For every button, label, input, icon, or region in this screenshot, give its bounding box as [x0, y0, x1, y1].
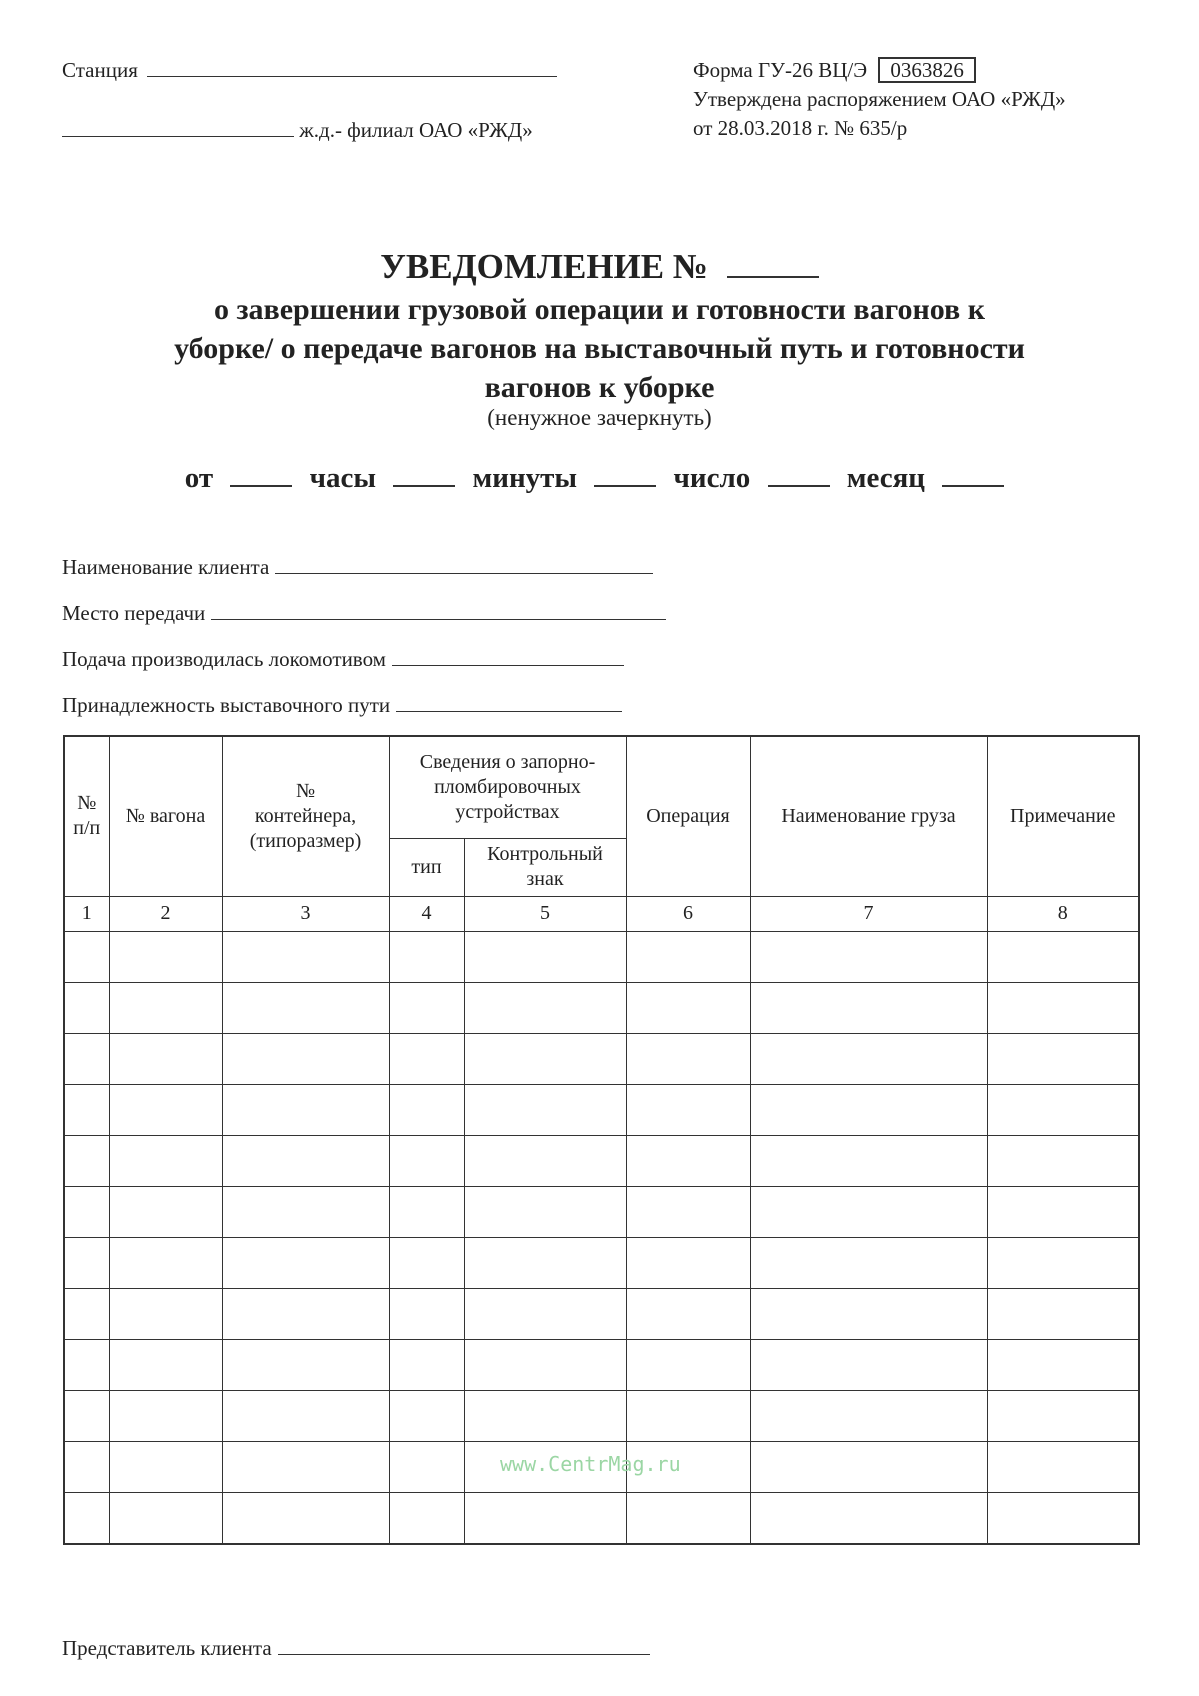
station-field	[62, 56, 557, 84]
table-cell[interactable]	[464, 1186, 626, 1237]
table-cell[interactable]	[987, 1339, 1139, 1390]
table-row	[64, 1237, 1139, 1288]
column-number: 4	[389, 896, 464, 931]
form-id	[693, 56, 976, 84]
table-cell[interactable]	[109, 1288, 222, 1339]
table-cell[interactable]	[64, 982, 109, 1033]
table-cell[interactable]	[987, 1288, 1139, 1339]
transfer-place-label: Место передачи	[62, 601, 206, 625]
month-blank[interactable]	[942, 463, 1004, 487]
table-cell[interactable]	[750, 1135, 987, 1186]
locomotive-label: Подача производилась локомотивом	[62, 647, 386, 671]
table-cell[interactable]	[64, 1186, 109, 1237]
table-cell[interactable]	[464, 1135, 626, 1186]
table-cell[interactable]	[222, 1084, 389, 1135]
table-cell[interactable]	[626, 1033, 750, 1084]
table-cell[interactable]	[626, 1339, 750, 1390]
table-cell[interactable]	[222, 1492, 389, 1544]
table-cell[interactable]	[987, 982, 1139, 1033]
table-cell[interactable]	[222, 1237, 389, 1288]
branch-field	[62, 116, 533, 144]
table-row	[64, 1492, 1139, 1544]
table-cell[interactable]	[64, 1288, 109, 1339]
table-cell[interactable]	[222, 931, 389, 982]
wagons-table	[63, 735, 1140, 1545]
header-text: №	[77, 792, 97, 815]
notice-number-blank[interactable]	[727, 246, 819, 278]
table-cell[interactable]	[64, 1390, 109, 1441]
table-cell[interactable]	[464, 1492, 626, 1544]
table-row	[64, 1339, 1139, 1390]
header-row-number	[64, 736, 109, 896]
table-cell[interactable]	[109, 982, 222, 1033]
table-cell[interactable]	[389, 931, 464, 982]
form-label: Форма ГУ-26 ВЦ/Э	[693, 58, 868, 82]
table-cell[interactable]	[222, 1186, 389, 1237]
table-cell[interactable]	[222, 1339, 389, 1390]
header-seal-type: тип	[389, 838, 464, 896]
table-cell[interactable]	[750, 1288, 987, 1339]
table-cell[interactable]	[750, 1186, 987, 1237]
table-cell[interactable]	[750, 1084, 987, 1135]
table-cell[interactable]	[750, 1339, 987, 1390]
table-cell[interactable]	[389, 1441, 464, 1492]
table-cell[interactable]	[626, 931, 750, 982]
column-number: 2	[109, 896, 222, 931]
table-row	[64, 931, 1139, 982]
title-main	[0, 246, 1199, 287]
table-cell[interactable]	[222, 1390, 389, 1441]
station-blank[interactable]	[147, 56, 557, 77]
client-name-blank[interactable]	[275, 553, 653, 574]
representative-blank[interactable]	[278, 1634, 650, 1655]
table-cell[interactable]	[750, 1237, 987, 1288]
strike-note: (ненужное зачеркнуть)	[487, 405, 712, 430]
table-row	[64, 982, 1139, 1033]
form-number-box: 0363826	[878, 57, 976, 83]
transfer-place-field	[62, 599, 666, 626]
track-owner-field	[62, 691, 622, 718]
table-cell[interactable]	[109, 1237, 222, 1288]
table-cell[interactable]	[987, 1441, 1139, 1492]
table-cell[interactable]	[389, 1492, 464, 1544]
column-number: 6	[626, 896, 750, 931]
table-cell[interactable]	[987, 931, 1139, 982]
minutes-label: минуты	[472, 462, 578, 494]
table-cell[interactable]	[64, 1339, 109, 1390]
column-number-row	[64, 896, 1139, 931]
table-cell[interactable]	[987, 1492, 1139, 1544]
date-time-line	[0, 462, 1199, 495]
table-cell[interactable]	[987, 1186, 1139, 1237]
transfer-place-blank[interactable]	[211, 599, 666, 620]
table-cell[interactable]	[464, 982, 626, 1033]
table-cell[interactable]	[389, 1084, 464, 1135]
table-row	[64, 1390, 1139, 1441]
from-blank[interactable]	[230, 463, 292, 487]
table-cell[interactable]	[64, 1033, 109, 1084]
header-text: знак	[526, 868, 564, 890]
table-cell[interactable]	[109, 1390, 222, 1441]
table-cell[interactable]	[222, 982, 389, 1033]
table-cell[interactable]	[64, 1441, 109, 1492]
table-cell[interactable]	[64, 1237, 109, 1288]
table-cell[interactable]	[109, 931, 222, 982]
header-text: устройствах	[455, 800, 560, 823]
table-cell[interactable]	[464, 1288, 626, 1339]
table-cell[interactable]	[626, 1186, 750, 1237]
header-text: №	[295, 779, 316, 802]
table-cell[interactable]	[987, 1033, 1139, 1084]
minutes-blank[interactable]	[594, 463, 656, 487]
header-text: п/п	[73, 817, 101, 840]
table-cell[interactable]	[389, 1135, 464, 1186]
table-cell[interactable]	[464, 1390, 626, 1441]
table-cell[interactable]	[987, 1390, 1139, 1441]
table-cell[interactable]	[389, 1339, 464, 1390]
table-cell[interactable]	[750, 982, 987, 1033]
day-blank[interactable]	[768, 463, 830, 487]
table-cell[interactable]	[750, 1033, 987, 1084]
day-label: число	[673, 462, 751, 494]
table-cell[interactable]	[750, 931, 987, 982]
from-label: от	[184, 462, 214, 494]
table-cell[interactable]	[109, 1339, 222, 1390]
table-cell[interactable]	[222, 1288, 389, 1339]
header-cargo-name: Наименование груза	[750, 736, 987, 896]
header-container	[222, 736, 389, 896]
approved-line: Утверждена распоряжением ОАО «РЖД»	[693, 87, 1066, 111]
table-cell[interactable]	[389, 982, 464, 1033]
table-row	[64, 1033, 1139, 1084]
header-text: контейнера,	[254, 804, 357, 827]
table-cell[interactable]	[109, 1084, 222, 1135]
table-cell[interactable]	[750, 1441, 987, 1492]
station-label: Станция	[62, 58, 138, 82]
table-cell[interactable]	[626, 1492, 750, 1544]
title-notice-label: УВЕДОМЛЕНИЕ №	[380, 247, 709, 286]
title-line-3: уборке/ о передаче вагонов на выставочный путь и готовности	[174, 332, 1025, 365]
watermark: www.CentrMag.ru	[500, 1452, 681, 1476]
table-cell[interactable]	[987, 1237, 1139, 1288]
table-row	[64, 1186, 1139, 1237]
table-cell[interactable]	[64, 931, 109, 982]
table-cell[interactable]	[750, 1492, 987, 1544]
table-cell[interactable]	[64, 1084, 109, 1135]
representative-label: Представитель клиента	[62, 1636, 272, 1660]
table-cell[interactable]	[987, 1135, 1139, 1186]
header-wagon-number: № вагона	[109, 736, 222, 896]
representative-field	[62, 1634, 650, 1661]
header-control-mark	[464, 838, 626, 896]
locomotive-blank[interactable]	[392, 645, 624, 666]
table-cell[interactable]	[389, 1033, 464, 1084]
hours-label: часы	[309, 462, 376, 494]
table-cell[interactable]	[626, 1390, 750, 1441]
title-subtitle	[0, 290, 1199, 407]
table-row	[64, 1288, 1139, 1339]
table-cell[interactable]	[389, 1237, 464, 1288]
approved-date-line: от 28.03.2018 г. № 635/р	[693, 116, 908, 140]
track-owner-label: Принадлежность выставочного пути	[62, 693, 391, 717]
table-cell[interactable]	[109, 1186, 222, 1237]
column-number: 5	[464, 896, 626, 931]
branch-blank[interactable]	[62, 116, 294, 137]
table-row	[64, 1084, 1139, 1135]
table-cell[interactable]	[626, 982, 750, 1033]
header-text: пломбировочных	[434, 775, 581, 798]
column-number: 1	[64, 896, 109, 931]
title-line-4: вагонов к уборке	[484, 371, 715, 404]
column-number: 7	[750, 896, 987, 931]
table-cell[interactable]	[626, 1135, 750, 1186]
header-text: (типоразмер)	[249, 829, 362, 852]
table-cell[interactable]	[222, 1441, 389, 1492]
table-cell[interactable]	[626, 1237, 750, 1288]
header-note: Примечание	[987, 736, 1139, 896]
table-cell[interactable]	[626, 1084, 750, 1135]
table-cell[interactable]	[389, 1390, 464, 1441]
column-number: 3	[222, 896, 389, 931]
table-cell[interactable]	[109, 1492, 222, 1544]
client-name-label: Наименование клиента	[62, 555, 270, 579]
table-cell[interactable]	[750, 1390, 987, 1441]
table-cell[interactable]	[64, 1135, 109, 1186]
table-cell[interactable]	[987, 1084, 1139, 1135]
table-cell[interactable]	[109, 1033, 222, 1084]
table-cell[interactable]	[464, 1084, 626, 1135]
table-cell[interactable]	[64, 1492, 109, 1544]
table-row	[64, 1135, 1139, 1186]
branch-label: ж.д.- филиал ОАО «РЖД»	[299, 118, 533, 142]
table-header-row	[64, 736, 1139, 838]
client-name-field	[62, 553, 653, 580]
title-line-2: о завершении грузовой операции и готовности вагонов к	[213, 293, 985, 326]
table-cell[interactable]	[389, 1288, 464, 1339]
table-cell[interactable]	[464, 1339, 626, 1390]
table-cell[interactable]	[222, 1135, 389, 1186]
header-seal-devices	[389, 736, 626, 838]
table-cell[interactable]	[109, 1135, 222, 1186]
table-cell[interactable]	[464, 1033, 626, 1084]
table-cell[interactable]	[626, 1288, 750, 1339]
hours-blank[interactable]	[393, 463, 455, 487]
table-cell[interactable]	[109, 1441, 222, 1492]
locomotive-field	[62, 645, 624, 672]
table-cell[interactable]	[389, 1186, 464, 1237]
month-label: месяц	[846, 462, 926, 494]
table-cell[interactable]	[222, 1033, 389, 1084]
header-text: Сведения о запорно-	[419, 750, 596, 773]
header-operation: Операция	[626, 736, 750, 896]
table-cell[interactable]	[464, 931, 626, 982]
table-cell[interactable]	[464, 1237, 626, 1288]
header-text: Контрольный	[487, 843, 603, 865]
track-owner-blank[interactable]	[396, 691, 622, 712]
column-number: 8	[987, 896, 1139, 931]
